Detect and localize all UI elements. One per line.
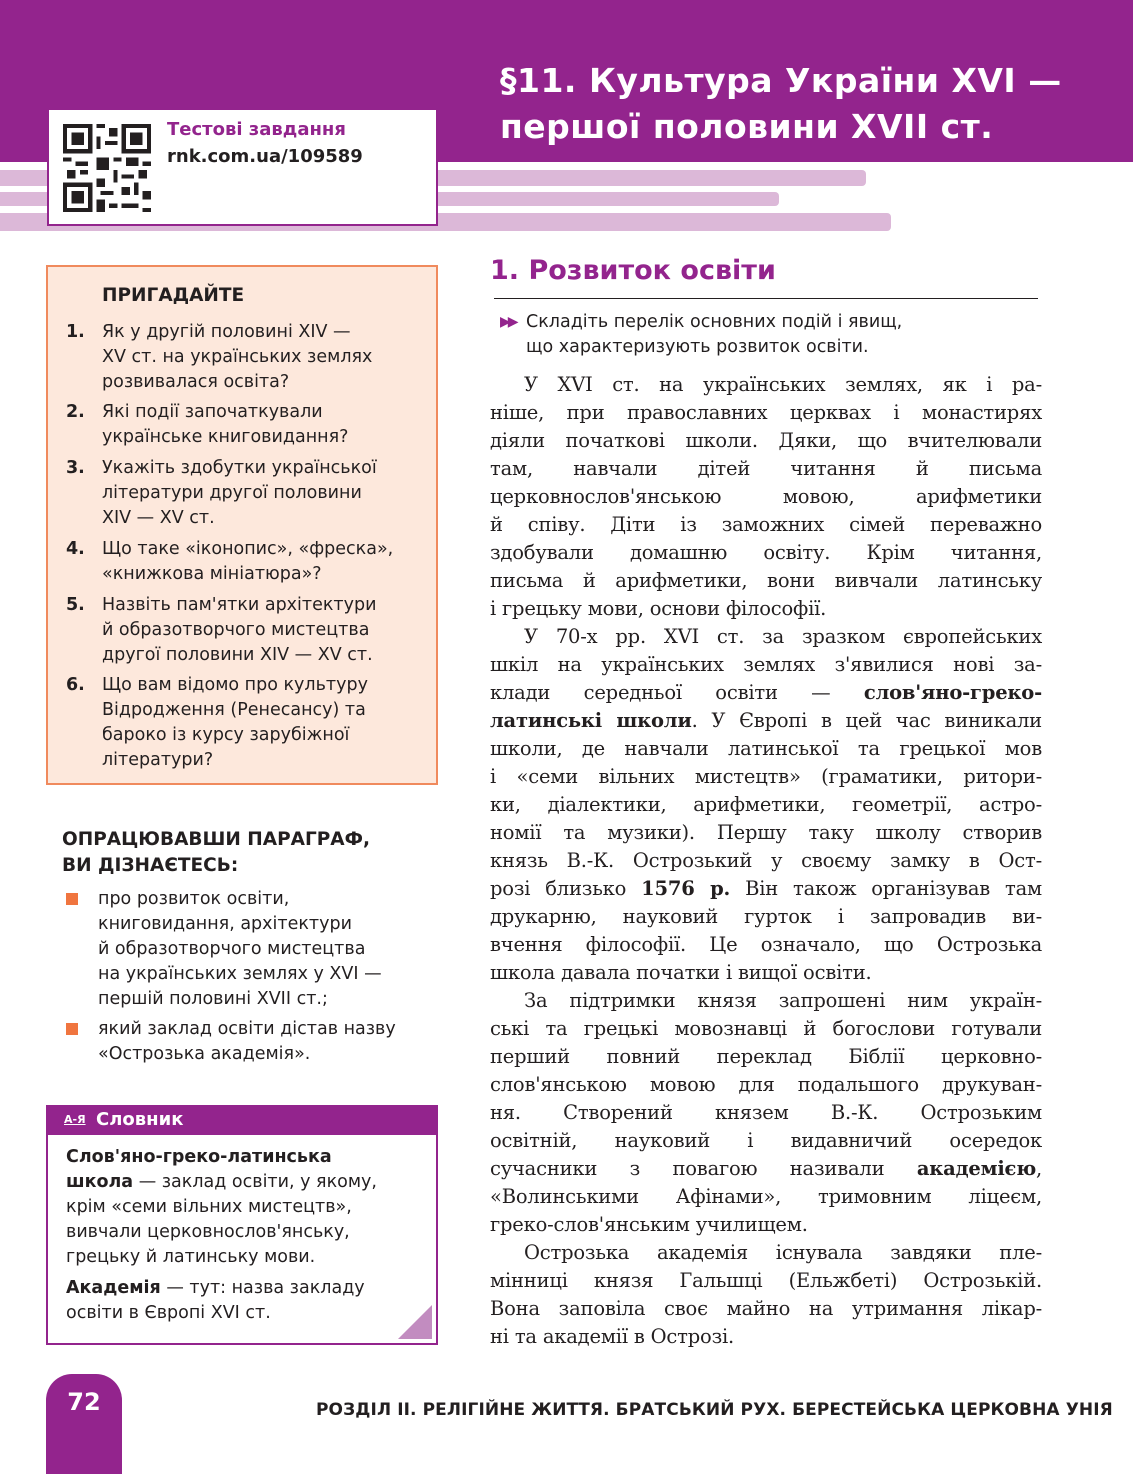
question-number: 1.	[66, 322, 85, 342]
dictionary-header	[48, 1107, 436, 1135]
body-line: вчення філософії. Це означало, що Острозька	[490, 933, 1042, 956]
body-fragment: Він також організував там	[730, 877, 1042, 900]
learn-line: який заклад освіти дістав назву	[98, 1019, 396, 1039]
body-fragment: клади середньої освіти —	[490, 681, 864, 704]
body-line: ніше, при православних церквах і монастирях	[490, 401, 1042, 424]
body-line: здобували домашню освіту. Крім читання,	[490, 541, 1042, 564]
learn-line: книговидання, архітектури	[98, 914, 352, 934]
question-line: українське книговидання?	[102, 427, 349, 447]
question-line: Як у другій половині XIV —	[102, 322, 351, 342]
question-line: Назвіть пам'ятки архітектури	[102, 595, 377, 615]
dictionary-body	[66, 1145, 377, 1326]
question-line: Відродження (Ренесансу) та	[102, 700, 366, 720]
body-line: князь В.-К. Острозький у своєму замку в Ост-	[490, 849, 1042, 872]
question-number: 4.	[66, 539, 85, 559]
learn-item-text	[98, 887, 418, 1012]
body-line: Вона заповіла своє майно на утримання лікар-	[490, 1297, 1042, 1320]
question-number: 5.	[66, 595, 85, 615]
bullet-square-icon	[66, 1023, 78, 1035]
remember-heading: ПРИГАДАЙТЕ	[102, 285, 245, 306]
section-heading: 1. Розвиток освіти	[490, 255, 776, 286]
page-title-line: §11. Культура України XVI —	[500, 61, 1062, 100]
page-corner-decor	[398, 1305, 432, 1339]
body-line	[490, 679, 1042, 707]
page-number-tab	[46, 1374, 122, 1474]
dictionary-title: Словник	[96, 1109, 184, 1130]
learn-heading	[62, 827, 370, 879]
question-line: літератури?	[102, 750, 214, 770]
body-line: У XVI ст. на українських землях, як і ра-	[524, 373, 1042, 396]
learn-line: першій половині XVII ст.;	[98, 989, 328, 1009]
body-line: мінниці князя Гальшці (Ельжбеті) Острозькій.	[490, 1269, 1042, 1292]
dictionary-definition: — заклад освіти, у якому,	[133, 1172, 377, 1192]
task-line: Складіть перелік основних подій і явищ,	[526, 312, 903, 332]
body-line: діяли початкові школи. Дяки, що вчителювали	[490, 429, 1042, 452]
qr-link[interactable]: rnk.com.ua/109589	[167, 146, 363, 167]
learn-line: на українських землях у XVI —	[98, 964, 382, 984]
question-text	[102, 537, 402, 587]
learn-line: «Острозька академія».	[98, 1044, 311, 1064]
learn-item-text	[98, 1017, 418, 1067]
question-line: Які події започаткували	[102, 402, 323, 422]
body-line: За підтримки князя запрошені ним україн-	[524, 989, 1042, 1012]
body-line: ня. Створений князем В.-К. Острозьким	[490, 1101, 1042, 1124]
question-line: XIV — XV ст.	[102, 508, 215, 528]
body-line: й співу. Діти із заможних сімей переважно	[490, 513, 1042, 536]
body-line: «Волинськими Афінами», тримовним ліцеєм,	[490, 1185, 1042, 1208]
body-line: Острозька академія існувала завдяки пле-	[524, 1241, 1042, 1264]
question-line: другої половини XIV — XV ст.	[102, 645, 373, 665]
learn-heading-line: ОПРАЦЮВАВШИ ПАРАГРАФ,	[62, 829, 370, 850]
dictionary-line: вивчали церковнослов'янську,	[66, 1222, 350, 1242]
dictionary-line: освіти в Європі XVI ст.	[66, 1303, 271, 1323]
body-line: ки, діалектики, арифметики, геометрії, астро-	[490, 793, 1042, 816]
body-line: друкарню, науковий гурток і запровадив ви-	[490, 905, 1042, 928]
page-title-line: першої половини XVII ст.	[500, 107, 994, 146]
body-line: У 70-х рр. XVI ст. за зразком європейських	[524, 625, 1042, 648]
body-fragment: ,	[1036, 1157, 1042, 1180]
question-line: літератури другої половини	[102, 483, 362, 503]
remember-box	[46, 265, 438, 785]
dictionary-term: Академія	[66, 1278, 161, 1298]
page-number: 72	[67, 1388, 101, 1416]
body-line: там, навчали дітей читання й письма	[490, 457, 1042, 480]
body-term: 1576 р.	[641, 877, 731, 900]
page-title	[500, 58, 1120, 150]
dictionary-line	[66, 1170, 377, 1195]
question-number: 2.	[66, 402, 85, 422]
body-line: греко-слов'янським училищем.	[490, 1213, 808, 1236]
question-line: Що таке «іконопис», «фреска»,	[102, 539, 394, 559]
question-line: Що вам відомо про культуру	[102, 675, 368, 695]
body-line: слов'янською мовою для подальшого друкуван-	[490, 1073, 1042, 1096]
running-title: РОЗДІЛ ІІ. РЕЛІГІЙНЕ ЖИТТЯ. БРАТСЬКИЙ РУХ. БЕРЕСТЕЙСЬКА ЦЕРКОВНА УНІЯ	[316, 1400, 1113, 1420]
question-line: «книжкова мініатюра»?	[102, 564, 322, 584]
body-line: школи, де навчали латинської та грецької мов	[490, 737, 1042, 760]
qr-label: Тестові завдання	[167, 119, 346, 140]
body-line: і «семи вільних мистецтв» (граматики, ритори-	[490, 765, 1042, 788]
section-divider	[494, 298, 1038, 299]
arrow-right-icon: ▶▶	[500, 314, 516, 330]
body-line: і грецьку мови, основи філософії.	[490, 597, 827, 620]
question-line: XV ст. на українських землях	[102, 347, 373, 367]
learn-line: про розвиток освіти,	[98, 889, 290, 909]
question-line: розвивалася освіта?	[102, 372, 290, 392]
qr-test-box[interactable]	[47, 108, 438, 226]
body-term: латинські школи	[490, 709, 692, 732]
question-text	[102, 593, 402, 668]
question-line: бароко із курсу зарубіжної	[102, 725, 350, 745]
dictionary-line: крім «семи вільних мистецтв»,	[66, 1197, 352, 1217]
task-line: що характеризують розвиток освіти.	[526, 337, 869, 357]
dictionary-line	[66, 1276, 377, 1301]
bullet-square-icon	[66, 893, 78, 905]
body-line: школа давала початки і вищої освіти.	[490, 961, 872, 984]
body-line	[490, 707, 1042, 735]
task-text	[526, 310, 902, 360]
body-term: академією	[916, 1157, 1036, 1180]
body-fragment: . У Європі в цей час виникали	[691, 709, 1042, 732]
body-term: слов'яно-греко-	[863, 681, 1042, 704]
body-line	[490, 1155, 1042, 1183]
dictionary-term: школа	[66, 1172, 134, 1192]
learn-line: й образотворчого мистецтва	[98, 939, 366, 959]
dictionary-box	[46, 1105, 438, 1345]
body-line: церковнослов'янською мовою, арифметики	[490, 485, 1042, 508]
dictionary-line: грецьку й латинську мови.	[66, 1247, 316, 1267]
question-line: й образотворчого мистецтва	[102, 620, 370, 640]
main-body-text	[490, 371, 1042, 1351]
body-line: письма й арифметики, вони вивчали латинську	[490, 569, 1042, 592]
question-text	[102, 320, 402, 395]
body-line: номії та музики). Першу таку школу створив	[490, 821, 1042, 844]
body-line	[490, 875, 1042, 903]
question-number: 3.	[66, 458, 85, 478]
body-line: ні та академії в Острозі.	[490, 1325, 735, 1348]
body-fragment: розі близько	[490, 877, 642, 900]
body-line: ські та грецькі мовознавці й богослови готували	[490, 1017, 1042, 1040]
dictionary-definition: — тут: назва закладу	[160, 1278, 365, 1298]
question-text	[102, 456, 402, 531]
learn-heading-line: ВИ ДІЗНАЄТЕСЬ:	[62, 855, 239, 876]
qr-code-icon[interactable]	[63, 124, 151, 212]
body-fragment: сучасники з повагою називали	[490, 1157, 917, 1180]
body-line: перший повний переклад Біблії церковно-	[490, 1045, 1042, 1068]
question-line: Укажіть здобутки української	[102, 458, 377, 478]
question-text	[102, 400, 402, 450]
dictionary-term: Слов'яно-греко-латинська	[66, 1147, 332, 1167]
dictionary-icon: А-Я	[64, 1113, 86, 1126]
question-text	[102, 673, 402, 773]
body-line: освітній, науковий і видавничий осередок	[490, 1129, 1042, 1152]
body-line: шкіл на українських землях з'явилися нові за-	[490, 653, 1042, 676]
question-number: 6.	[66, 675, 85, 695]
